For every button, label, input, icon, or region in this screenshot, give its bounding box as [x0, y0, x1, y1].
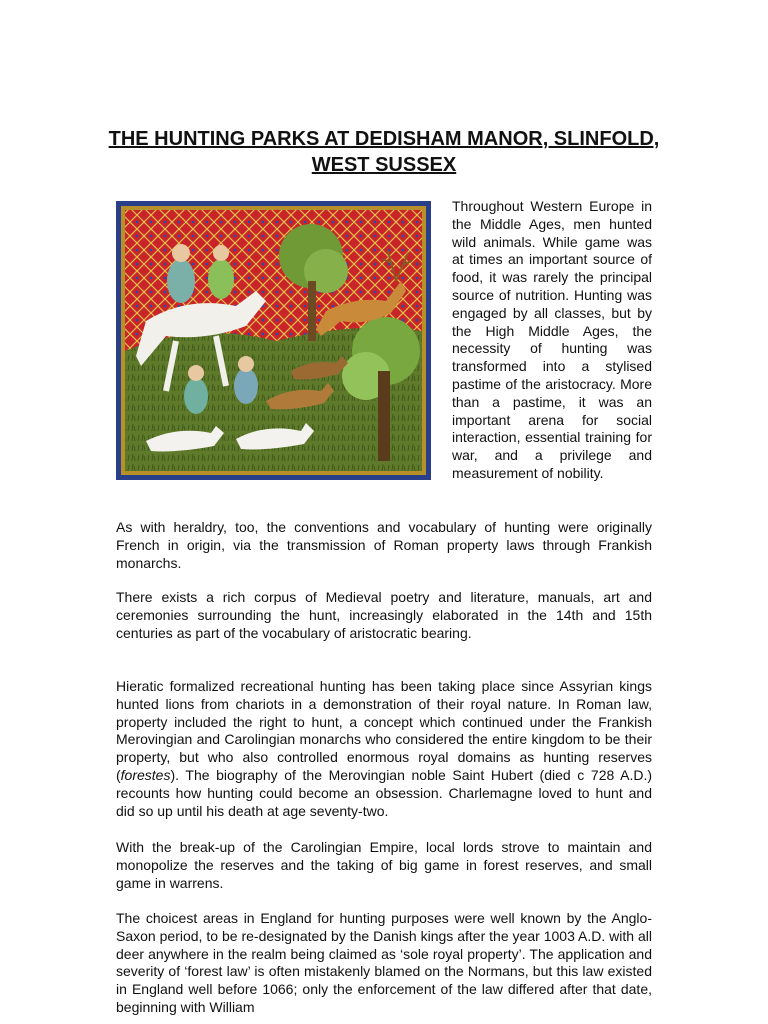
intro-paragraph: Throughout Western Europe in the Middle Ages, men hunted wild animals. While game was at times an important source of food, it was rarely the principal source of nutrition. Hunting was engaged by all classes, but by the High Middle Ages, the necessity of hunting was transformed into a stylised pastime of the aristocracy. More than a pastime, it was an important arena for social interaction, essential training for war, and a privilege and measurement of nobility. — [452, 198, 652, 481]
paragraph-corpus: There exists a rich corpus of Medieval poetry and literature, manuals, art and ceremonies surrounding the hunt, increasingly elaborated in the 14th and 15th centuries as part of the vocabulary of aristocratic bearing. — [116, 589, 652, 641]
paragraph-hieratic — [116, 678, 652, 820]
paragraph-hieratic-part-1: Hieratic formalized recreational hunting has been taking place since Assyrian kings hunted lions from chariots in a demonstration of their royal nature. In Roman law, property included the right to hunt, a concept which continued under the Frankish Merovingian and Carolingian monarchs who considered the entire kingdom to be their property, but who also controlled enormous royal domains as hunting reserves ( — [116, 678, 652, 783]
paragraph-carolingian: With the break-up of the Carolingian Empire, local lords strove to maintain and monopolize the reserves and the taking of big game in forest reserves, and small game in warrens. — [116, 839, 652, 891]
paragraph-heraldry: As with heraldry, too, the conventions and vocabulary of hunting were originally French in origin, via the transmission of Roman property laws through Frankish monarchs. — [116, 519, 652, 571]
page-title: THE HUNTING PARKS AT DEDISHAM MANOR, SLINFOLD, WEST SUSSEX — [108, 128, 660, 176]
paragraph-hieratic-part-2: ). The biography of the Merovingian noble Saint Hubert (died c 728 A.D.) recounts how hunting could become an obsession. Charlemagne loved to hunt and did so up until his death at age seventy-two. — [116, 766, 652, 819]
medieval-hunting-illustration — [116, 201, 431, 480]
paragraph-england: The choicest areas in England for hunting purposes were well known by the Anglo-Saxon period, to be re-designated by the Danish kings after the year 1003 A.D. with all deer anywhere in the realm being claimed as ‘sole royal property’. The application and severity of ‘forest law’ is often mistakenly blamed on the Normans, but this law existed in England well before 1066; only the enforcement of the law differed after that date, beginning with William — [116, 910, 652, 1015]
paragraph-hieratic-forestes: forestes — [120, 766, 171, 783]
